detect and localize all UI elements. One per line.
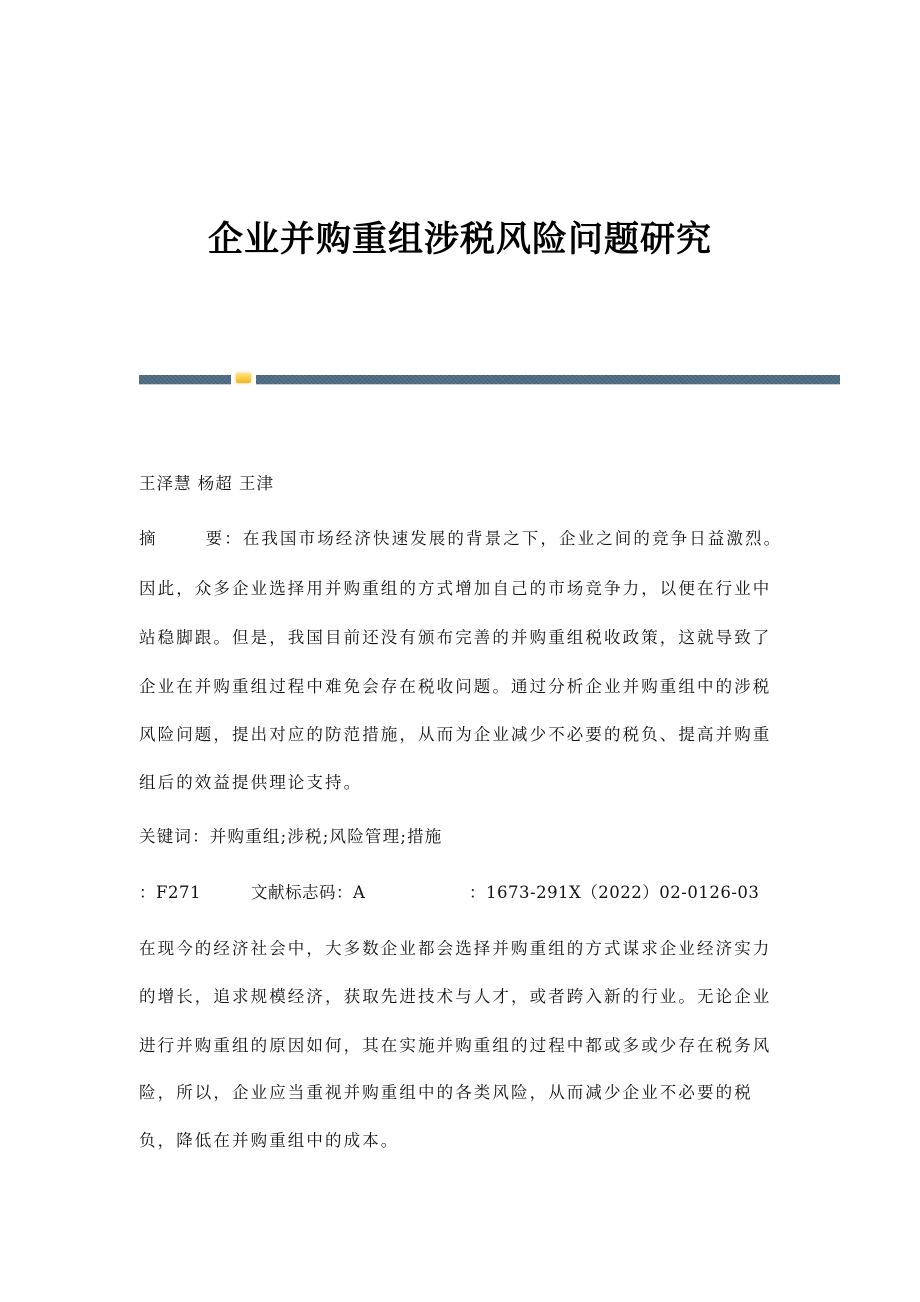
clc-number: ：F271 bbox=[139, 883, 201, 902]
divider-bar-right bbox=[256, 375, 840, 384]
abstract-line-2: 因此，众多企业选择用并购重组的方式增加自己的市场竞争力，以便在行业中 bbox=[139, 579, 772, 598]
divider-bar-left bbox=[139, 375, 231, 384]
abstract-line-1 bbox=[139, 529, 782, 549]
body-line-3: 进行并购重组的原因如何，其在实施并购重组的过程中都或多或少存在税务风 bbox=[139, 1036, 772, 1055]
divider-badge-icon bbox=[236, 373, 251, 383]
title-divider bbox=[139, 375, 840, 384]
body-line-2: 的增长，追求规模经济，获取先进技术与人才，或者跨入新的行业。无论企业 bbox=[139, 987, 772, 1006]
abstract-line-4: 企业在并购重组过程中难免会存在税收问题。通过分析企业并购重组中的涉税 bbox=[139, 677, 772, 696]
abstract-line-3: 站稳脚跟。但是，我国目前还没有颁布完善的并购重组税收政策，这就导致了 bbox=[139, 628, 772, 647]
abstract-label-start: 摘 bbox=[139, 529, 158, 548]
body-line-5: 负，降低在并购重组中的成本。 bbox=[139, 1131, 400, 1150]
keywords: 关键词：并购重组;涉税;风险管理;措施 bbox=[139, 827, 443, 846]
abstract-text: 在我国市场经济快速发展的背景之下，企业之间的竞争日益激烈。 bbox=[242, 529, 783, 548]
document-code: 文献标志码：A bbox=[251, 883, 366, 902]
authors: 王泽慧 杨超 王津 bbox=[139, 474, 274, 493]
abstract-line-6: 组后的效益提供理论支持。 bbox=[139, 773, 363, 792]
body-line-1: 在现今的经济社会中，大多数企业都会选择并购重组的方式谋求企业经济实力 bbox=[139, 939, 772, 958]
article-number: ：1673-291X（2022）02-0126-03 bbox=[469, 883, 760, 902]
body-line-4: 险，所以，企业应当重视并购重组中的各类风险，从而减少企业不必要的税 bbox=[139, 1083, 753, 1102]
paper-title: 企业并购重组涉税风险问题研究 bbox=[207, 220, 712, 260]
classification-row bbox=[139, 883, 759, 903]
abstract-label-end: 要： bbox=[205, 529, 243, 548]
abstract-line-5: 风险问题，提出对应的防范措施，从而为企业减少不必要的税负、提高并购重 bbox=[139, 725, 772, 744]
